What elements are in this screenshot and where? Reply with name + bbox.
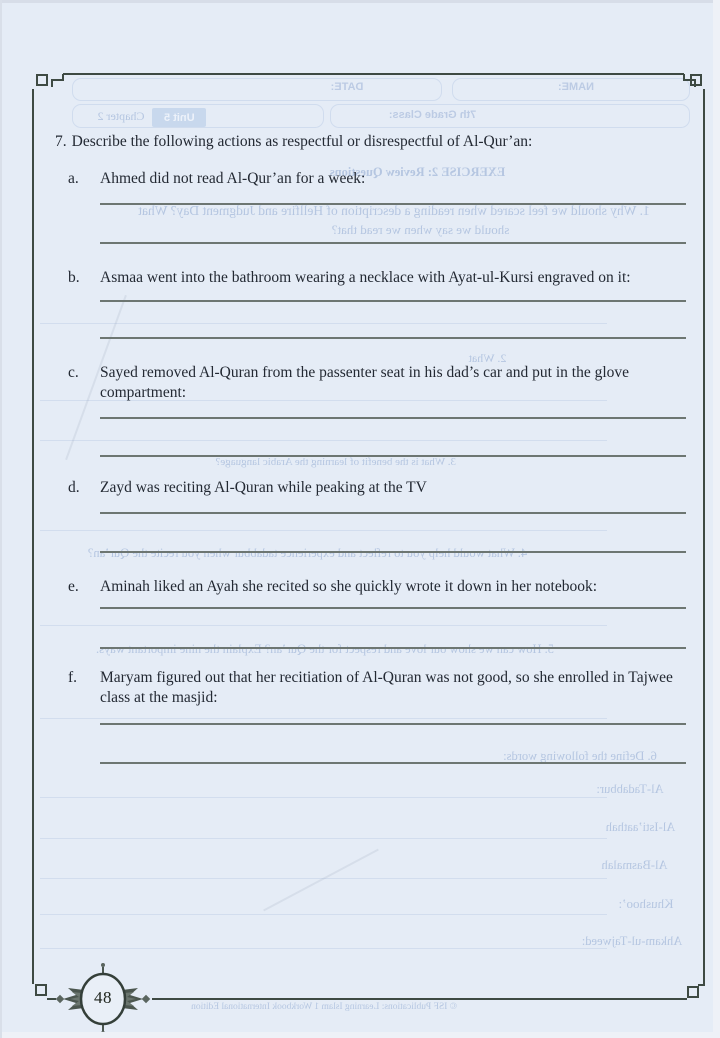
ghost-grade-label: 7th Grade Class: [388,109,477,121]
answer-line [100,455,686,457]
item-d-text: Zayd was reciting Al-Quran while peaking at the TV [100,479,427,496]
answer-line [100,337,686,339]
item-c-text: Sayed removed Al-Quran from the passenter seat in his dad’s car and put in the glove compartment: [100,364,630,401]
ghost-question-5: 5. How can we show our love and respect for the Qur’an? Explain the nine important ways. [96,642,554,656]
scan-edge [0,0,720,3]
item-e-letter: e. [68,578,79,595]
answer-line [100,607,686,609]
scan-edge [0,1032,720,1038]
ghost-question-1-line1: 1. Why should we feel scared when reading a description of Hellfire and Judgment Day? What [138,203,650,218]
ghost-unit-label: Unit 5 [163,111,195,124]
answer-line [100,723,686,725]
item-f-letter: f. [68,669,78,686]
answer-line [100,300,686,302]
answer-line [100,647,686,649]
ghost-chapter-label: Chapter 2 [97,109,145,123]
question-number: 7. [55,133,67,150]
item-a-text: Ahmed did not read Al-Qur’an for a week: [100,170,366,187]
answer-line [100,203,686,205]
scan-edge [713,0,720,1038]
answer-line [100,551,686,553]
question-text: Describe the following actions as respectful or disrespectful of Al-Qur’an: [71,133,533,150]
ghost-definition-istiaathah: Al-Isti’aathah [605,820,676,834]
item-f-text: Maryam figured out that her recitiation of Al-Quran was not good, so she enrolled in Tajwee class at the masjid: [100,669,673,706]
item-e-text: Aminah liked an Ayah she recited so she quickly wrote it down in her notebook: [100,578,598,595]
ghost-definition-tajweed: Ahkam-ul-Tajweed: [581,934,683,948]
answer-line [100,512,686,514]
ghost-definition-tadabbur: Al-Tadabbur: [596,782,664,796]
item-b-letter: b. [68,269,80,286]
item-c-letter: c. [68,364,79,381]
question-7 [55,132,665,152]
ghost-question-6: 6. Define the following words: [503,749,657,763]
page-number: 48 [94,988,112,1007]
ghost-definition-basmalah: Al-Basmalah [601,858,668,872]
answer-line [100,762,686,764]
ghost-definition-khushoo: Khushoo’: [618,896,674,911]
scan-edge [0,0,2,1038]
item-a-letter: a. [68,170,79,187]
answer-line [100,417,686,419]
item-b-text: Asmaa went into the bathroom wearing a necklace with Ayat-ul-Kursi engraved on it: [100,269,631,286]
ghost-name-label: NAME: [557,81,595,93]
ghost-question-2: 2. What [468,351,507,365]
ghost-date-label: DATE: [330,81,364,93]
answer-line [100,242,686,244]
ghost-question-3: 3. What is the benefit of learning the Arabic language? [215,456,456,468]
ghost-question-4: 4. What would help you to reflect and experience tadabbur when you recite the Qur’an? [87,546,528,560]
item-d-letter: d. [68,479,80,496]
ghost-copyright: © ISF Publications: Learning Islam 1 Workbook International Edition [191,1002,457,1012]
ghost-question-1-line2: should we say when we read that? [331,222,510,237]
ghost-exercise-heading: EXERCISE 2: Review Questions [329,165,506,179]
